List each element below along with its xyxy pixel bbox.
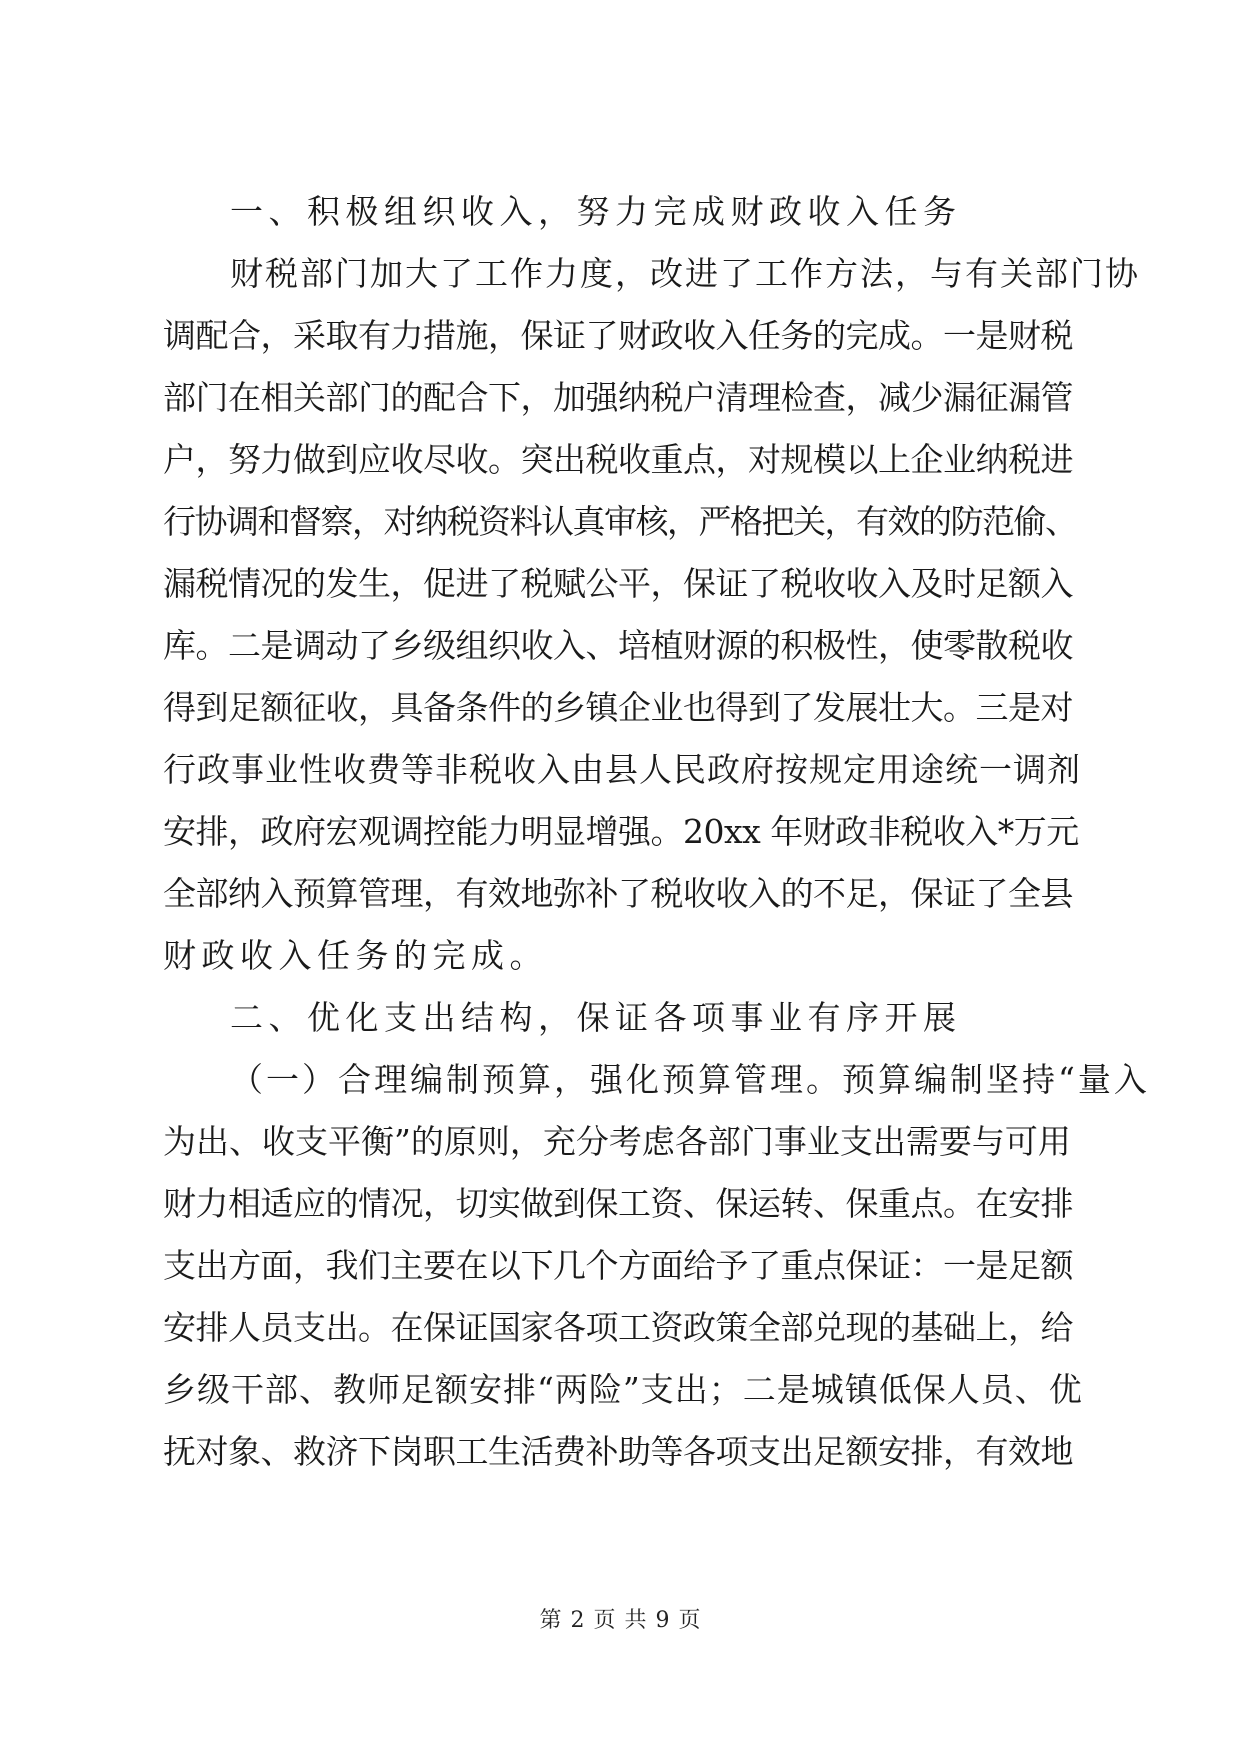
paragraph-line: 部门在相关部门的配合下，加强纳税户清理检查，减少漏征漏管 bbox=[163, 378, 1073, 417]
paragraph-line: 抚对象、救济下岗职工生活费补助等各项支出足额安排，有效地 bbox=[163, 1432, 1073, 1471]
paragraph-line: 财税部门加大了工作力度，改进了工作方法，与有关部门协 bbox=[230, 254, 1140, 293]
paragraph-line: 行协调和督察，对纳税资料认真审核，严格把关，有效的防范偷、 bbox=[163, 502, 1077, 541]
paragraph-line: 户，努力做到应收尽收。突出税收重点，对规模以上企业纳税进 bbox=[163, 440, 1073, 479]
paragraph-line: 乡级干部、教师足额安排“两险”支出；二是城镇低保人员、优 bbox=[163, 1370, 1083, 1409]
paragraph-line: 安排，政府宏观调控能力明显增强。20xx 年财政非税收入*万元 bbox=[163, 812, 1079, 851]
paragraph-line: 行政事业性收费等非税收入由县人民政府按规定用途统一调剂 bbox=[163, 750, 1081, 789]
paragraph-line: 调配合，采取有力措施，保证了财政收入任务的完成。一是财税 bbox=[163, 316, 1073, 355]
paragraph-line: 财政收入任务的完成。 bbox=[163, 936, 548, 975]
paragraph-line: 得到足额征收，具备条件的乡镇企业也得到了发展壮大。三是对 bbox=[163, 688, 1073, 727]
paragraph-line: 为出、收支平衡”的原则，充分考虑各部门事业支出需要与可用 bbox=[163, 1122, 1071, 1161]
paragraph-line: 财力相适应的情况，切实做到保工资、保运转、保重点。在安排 bbox=[163, 1184, 1073, 1223]
section-heading-2: 二、优化支出结构，保证各项事业有序开展 bbox=[230, 998, 962, 1037]
section-heading-1: 一、积极组织收入，努力完成财政收入任务 bbox=[230, 192, 962, 231]
page-number-footer: 第 2 页 共 9 页 bbox=[539, 1608, 702, 1633]
paragraph-line: 安排人员支出。在保证国家各项工资政策全部兑现的基础上，给 bbox=[163, 1308, 1073, 1347]
paragraph-line: 支出方面，我们主要在以下几个方面给予了重点保证：一是足额 bbox=[163, 1246, 1073, 1285]
paragraph-line: 漏税情况的发生，促进了税赋公平，保证了税收收入及时足额入 bbox=[163, 564, 1073, 603]
paragraph-line: 全部纳入预算管理，有效地弥补了税收收入的不足，保证了全县 bbox=[163, 874, 1073, 913]
paragraph-line: 库。二是调动了乡级组织收入、培植财源的积极性，使零散税收 bbox=[163, 626, 1073, 665]
paragraph-line: （一）合理编制预算，强化预算管理。预算编制坚持“量入 bbox=[230, 1060, 1150, 1099]
